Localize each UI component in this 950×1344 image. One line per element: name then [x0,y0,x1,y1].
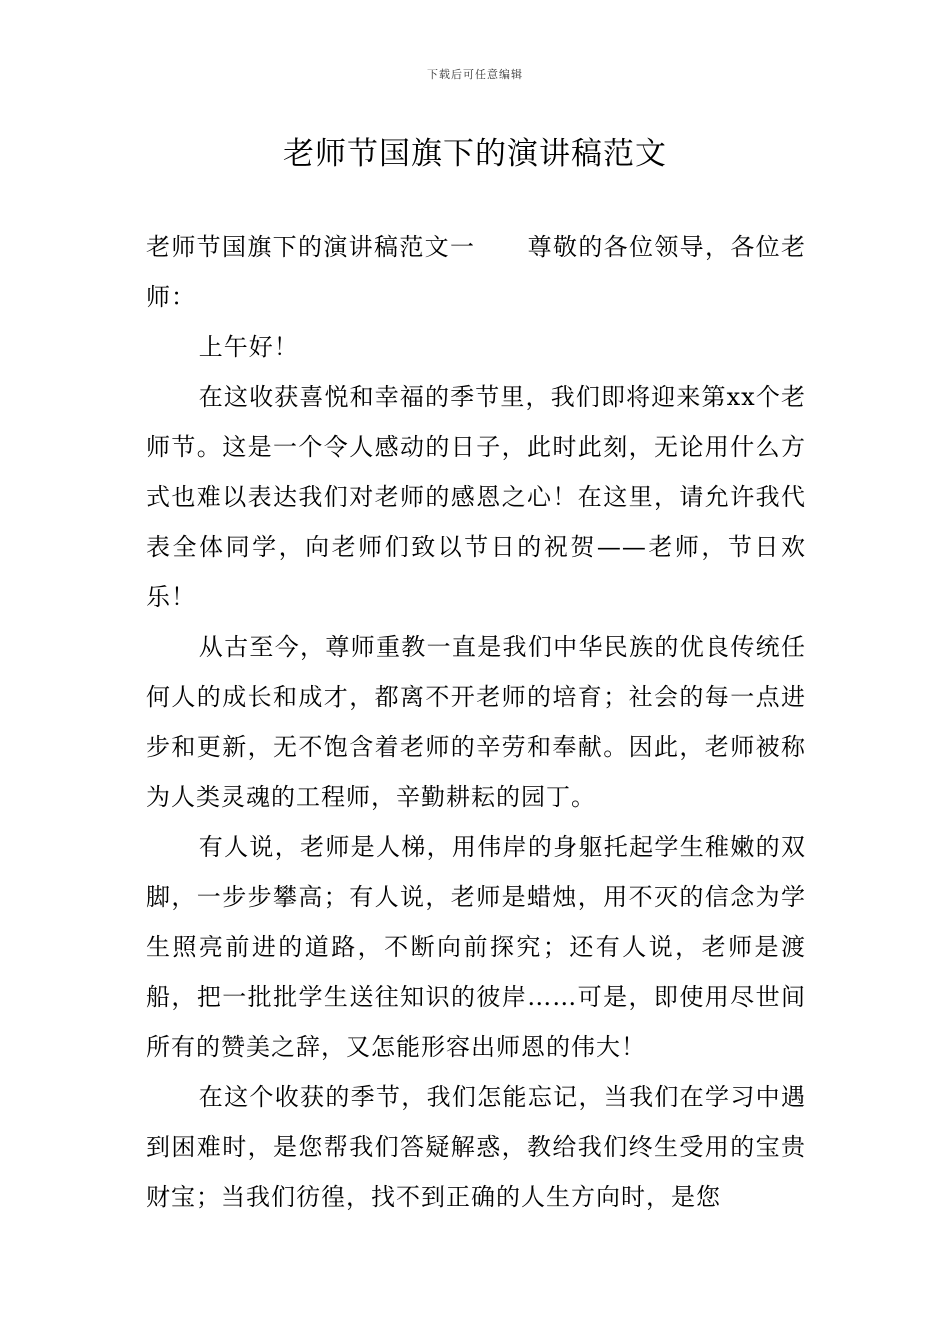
paragraph-metaphors: 有人说，老师是人梯，用伟岸的身躯托起学生稚嫩的双脚，一步步攀高；有人说，老师是蜡烛，用不灭的信念为学生照亮前进的道路，不断向前探究；还有人说，老师是渡船，把一批批学生送往知识的彼岸……可是，即使用尽世间所有的赞美之辞，又怎能形容出师恩的伟大！ [146,833,806,1061]
document-body [146,222,806,1222]
header-note: 下载后可任意编辑 [427,68,523,81]
intro-greeting: 尊敬的各位领导，各位老师： [146,233,807,311]
intro-paragraph [146,222,806,322]
paragraph-harvest: 在这个收获的季节，我们怎能忘记，当我们在学习中遇到困难时，是您帮我们答疑解惑，教给我们终生受用的宝贵财宝；当我们彷徨，找不到正确的人生方向时，是您 [146,1083,806,1211]
paragraph-greeting: 上午好！ [198,333,299,361]
paragraph-teachers-day: 在这收获喜悦和幸福的季节里，我们即将迎来第xx个老师节。这是一个令人感动的日子，此时此刻，无论用什么方式也难以表达我们对老师的感恩之心！在这里，请允许我代表全体同学，向老师们致以节日的祝贺——老师，节日欢乐！ [146,383,806,611]
intro-subtitle: 老师节国旗下的演讲稿范文一 [146,233,476,261]
paragraph-tradition: 从古至今，尊师重教一直是我们中华民族的优良传统任何人的成长和成才，都离不开老师的培育；社会的每一点进步和更新，无不饱含着老师的辛劳和奉献。因此，老师被称为人类灵魂的工程师，辛勤耕耘的园丁。 [146,633,806,811]
document-title: 老师节国旗下的演讲稿范文 [283,136,667,172]
